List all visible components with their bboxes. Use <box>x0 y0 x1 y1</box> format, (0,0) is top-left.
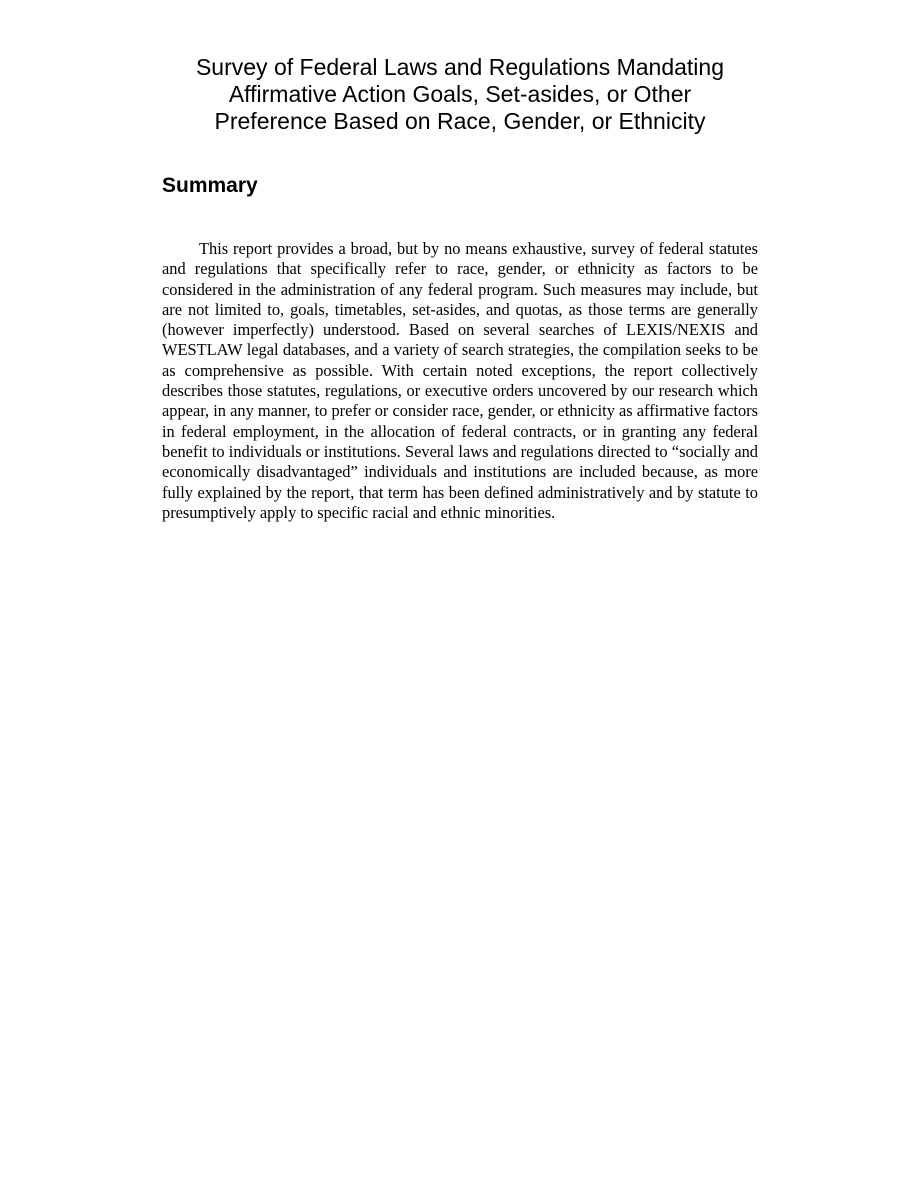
document-title <box>162 54 758 135</box>
summary-paragraph: This report provides a broad, but by no means exhaustive, survey of federal statutes and regulations that specifically refer to race, gender, or ethnicity as factors to be considered in the administration of any federal program. Such measures may include, but are not limited to, goals, timetables, set-asides, and quotas, as those terms are generally (however imperfectly) understood. Based on several searches of LEXIS/NEXIS and WESTLAW legal databases, and a variety of search strategies, the compilation seeks to be as comprehensive as possible. With certain noted exceptions, the report collectively describes those statutes, regulations, or executive orders uncovered by our research which appear, in any manner, to prefer or consider race, gender, or ethnicity as affirmative factors in federal employment, in the allocation of federal contracts, or in granting any federal benefit to individuals or institutions. Several laws and regulations directed to “socially and economically disadvantaged” individuals and institutions are included because, as more fully explained by the report, that term has been defined administratively and by statute to presumptively apply to specific racial and ethnic minorities. <box>162 239 758 522</box>
summary-heading: Summary <box>162 174 258 197</box>
title-line-1: Survey of Federal Laws and Regulations Mandating <box>195 54 725 80</box>
title-line-2: Affirmative Action Goals, Set-asides, or Other <box>228 81 692 107</box>
title-line-3: Preference Based on Race, Gender, or Ethnicity <box>214 108 706 134</box>
